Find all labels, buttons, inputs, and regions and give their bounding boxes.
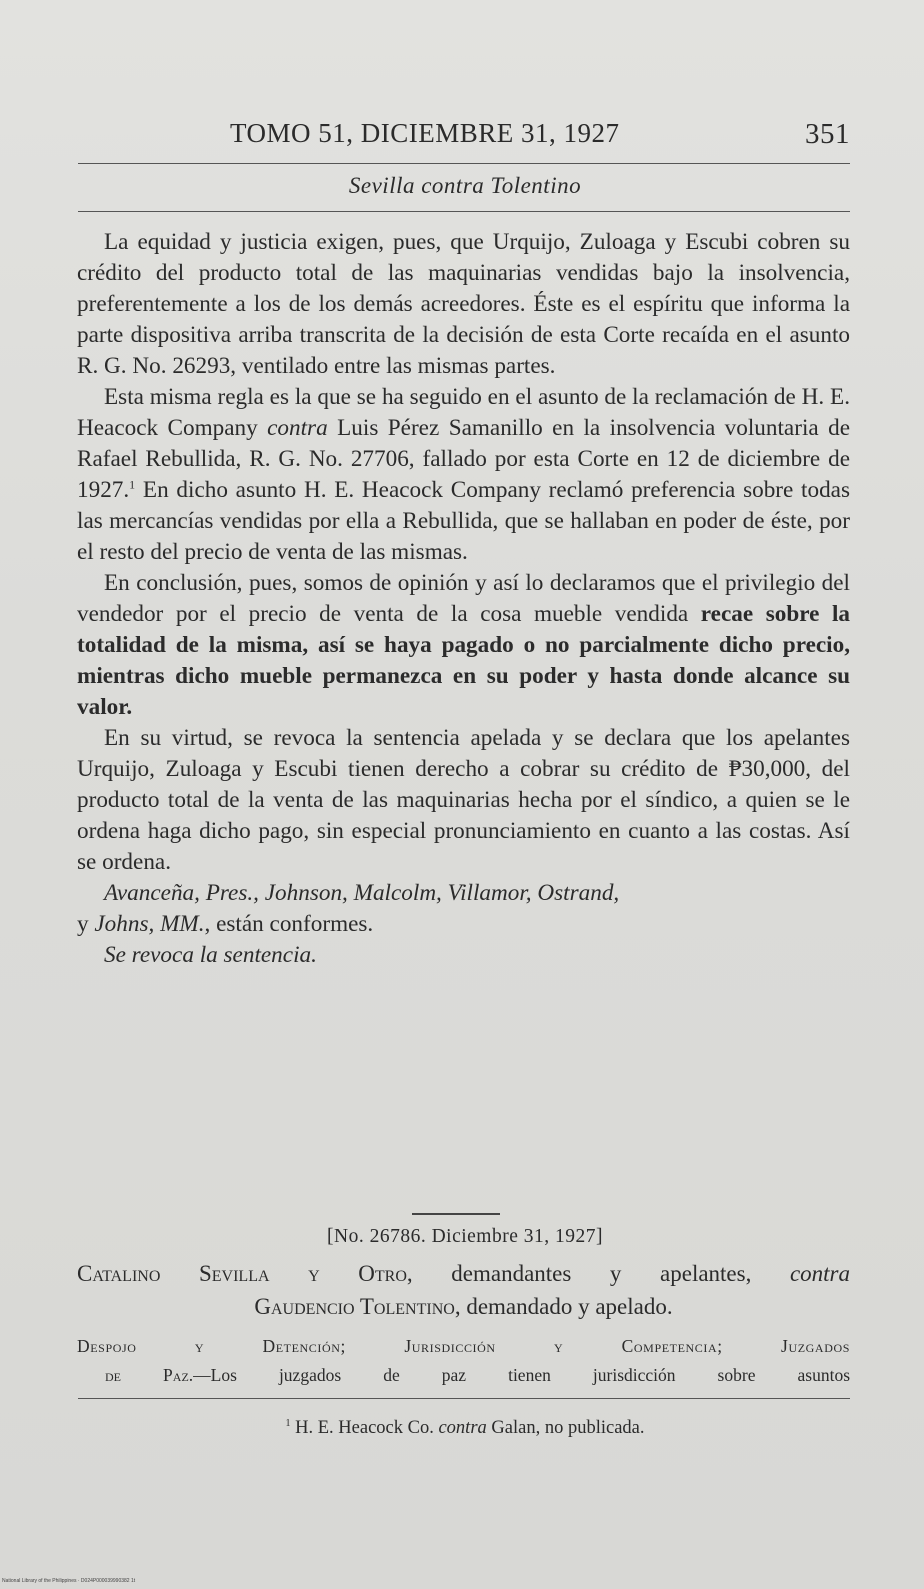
header-rule	[78, 163, 850, 164]
paragraph-2-text-b: Luis Pérez Samanillo en la insolvencia voluntaria de Rafael Rebullida, R. G. No. 27706, fallado por esta Corte en 12 de diciembre de 1927.	[77, 415, 850, 503]
syllabus-heading-end: de Paz	[105, 1365, 189, 1385]
defendant: Gaudencio Tolentino	[254, 1294, 455, 1319]
justices-y: y	[77, 911, 95, 937]
paragraph-2-text-a: Esta misma regla es la que se ha seguido en el asunto de la reclamación de H. E. Heacock Company	[77, 384, 850, 441]
case-parties	[77, 1257, 850, 1323]
decision-body	[77, 227, 850, 971]
paragraph-4: En su virtud, se revoca la sentencia apelada y se declara que los apelantes Urquijo, Zuloaga y Escubi tienen derecho a cobrar su crédito de ₱30,000, del producto total de la venta de las maquinarias hecha por el síndico, a quien se le ordena haga dicho pago, sin especial pronunciamiento en cuanto a las costas. Así se ordena.	[77, 725, 850, 875]
footnote-text-b: Galan, no publicada.	[486, 1418, 645, 1438]
footnote	[80, 1418, 850, 1439]
footnote-mark: 1	[285, 1417, 291, 1429]
parties-line-1	[77, 1257, 850, 1290]
plaintiffs: Catalino Sevilla y Otro	[77, 1261, 407, 1286]
case-subtitle: Sevilla contra Tolentino	[348, 173, 582, 198]
syllabus-line-1: Despojo y Detención; Jurisdicción y Competencia; Juzgados	[77, 1336, 850, 1356]
running-title: TOMO 51, DICIEMBRE 31, 1927	[230, 118, 620, 148]
defendant-role: , demandado y apelado.	[454, 1294, 673, 1319]
footnote-reference: 1	[129, 477, 136, 492]
plaintiffs-role: , demandantes y apelantes,	[406, 1261, 790, 1286]
paragraph-2-text-c: En dicho asunto H. E. Heacock Company reclamó preferencia sobre todas las mercancías vendidas por ella a Rebullida, que se hallaban en poder de éste, por el resto del precio de venta de las mismas.	[77, 477, 850, 565]
footnote-contra: contra	[438, 1418, 487, 1438]
paragraph-3	[77, 568, 850, 723]
paragraph-3-text-a: En conclusión, pues, somos de opinión y así lo declaramos que el privilegio del vendedor por el precio de venta de la cosa mueble vendida	[77, 570, 850, 627]
contra-italic-2: contra	[789, 1261, 851, 1286]
footnote-text-a: H. E. Heacock Co.	[290, 1418, 439, 1438]
paragraph-2	[77, 382, 850, 568]
subtitle-rule	[78, 211, 850, 212]
syllabus-text: .—Los juzgados de paz tienen jurisdicción sobre asuntos	[188, 1365, 851, 1385]
justices-johns: Johns, MM.	[94, 911, 205, 937]
contra-italic: contra	[267, 415, 328, 441]
footnote-rule	[78, 1398, 850, 1399]
page-header	[80, 118, 850, 158]
justices-concur: , están conformes.	[204, 911, 374, 937]
justices-line	[77, 878, 850, 940]
justices-names: Avanceña, Pres., Johnson, Malcolm, Villamor, Ostrand,	[104, 880, 620, 906]
syllabus-line-2	[77, 1361, 850, 1390]
parties-line-2	[77, 1290, 850, 1323]
page-number: 351	[805, 118, 850, 150]
section-divider	[412, 1213, 500, 1215]
paragraph-1: La equidad y justicia exigen, pues, que Urquijo, Zuloaga y Escubi cobren su crédito del producto total de las maquinarias vendidas bajo la insolvencia, preferentemente a los de los demás acreedores. Éste es el espíritu que informa la parte dispositiva arriba transcrita de la decisión de esta Corte recaída en el asunto R. G. No. 26293, ventilado entre las mismas partes.	[77, 229, 850, 379]
syllabus	[77, 1332, 850, 1390]
case-number-date: [No. 26786. Diciembre 31, 1927]	[327, 1226, 603, 1247]
scan-credit: National Library of the Philippines · D024P000039990382 1t	[2, 1578, 136, 1584]
paragraph-3-holding: recae sobre la totalidad de la misma, así se haya pagado o no parcialmente dicho precio, mientras dicho mueble permanezca en su poder y hasta donde alcance su valor.	[77, 601, 850, 720]
ruling: Se revoca la sentencia.	[104, 942, 317, 968]
